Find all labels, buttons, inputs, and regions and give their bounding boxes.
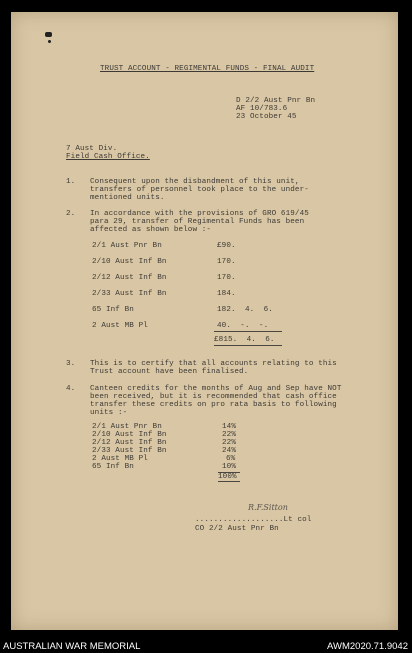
credits-rule-bottom <box>218 481 240 482</box>
credit-pct: 6% <box>226 455 236 463</box>
para-4-line: Canteen credits for the months of Aug and Sep have NOT <box>90 385 342 393</box>
credit-unit: 2 Aust MB Pl <box>92 455 148 463</box>
transfer-unit: 2/10 Aust Inf Bn <box>92 258 167 266</box>
address-line-2: Field Cash Office. <box>66 153 150 161</box>
para-3-line: Trust account have been finalised. <box>90 368 249 376</box>
credits-total: 100% <box>218 473 237 481</box>
credit-pct: 10% <box>222 463 236 471</box>
total-rule-bottom <box>214 345 282 346</box>
credit-unit: 65 Inf Bn <box>92 463 134 471</box>
para-3-number: 3. <box>66 360 76 368</box>
transfer-amount: 182. 4. 6. <box>217 306 273 314</box>
para-1-line: Consequent upon the disbandment of this unit, <box>90 178 300 186</box>
footer-accession-number: AWM2020.71.9042 <box>327 641 408 652</box>
credit-unit: 2/33 Aust Inf Bn <box>92 447 167 455</box>
ref-date: 23 October 45 <box>236 113 297 121</box>
para-4-line: been received, but it is recommended that cash office <box>90 393 337 401</box>
para-3-line: This is to certify that all accounts relating to this <box>90 360 337 368</box>
para-1-line: transfers of personnel took place to the under- <box>90 186 309 194</box>
credit-unit: 2/10 Aust Inf Bn <box>92 431 167 439</box>
para-2-line: In accordance with the provisions of GRO 619/45 <box>90 210 309 218</box>
transfer-unit: 2 Aust MB Pl <box>92 322 148 330</box>
credit-unit: 2/1 Aust Pnr Bn <box>92 423 162 431</box>
credit-pct: 14% <box>222 423 236 431</box>
signature: R.F.Sitton <box>248 503 288 512</box>
transfer-unit: 2/12 Aust Inf Bn <box>92 274 167 282</box>
footer-credit: AUSTRALIAN WAR MEMORIAL <box>3 641 141 652</box>
transfer-amount: 40. -. -. <box>217 322 269 330</box>
transfer-amount: 170. <box>217 258 236 266</box>
para-4-line: transfer these credits on pro rata basis to following <box>90 401 337 409</box>
para-1-line: mentioned units. <box>90 194 165 202</box>
credit-unit: 2/12 Aust Inf Bn <box>92 439 167 447</box>
transfer-amount: 170. <box>217 274 236 282</box>
transfer-amount: £90. <box>217 242 236 250</box>
signatory-unit: CO 2/2 Aust Pnr Bn <box>195 525 279 533</box>
ref-file: AF 10/783.6 <box>236 105 288 113</box>
document-page <box>11 12 398 630</box>
transfer-amount: 184. <box>217 290 236 298</box>
para-2-number: 2. <box>66 210 76 218</box>
para-4-number: 4. <box>66 385 76 393</box>
ink-mark <box>45 32 52 37</box>
signatory-rank: ...................Lt col <box>195 516 312 524</box>
para-2-line: para 29, transfer of Regimental Funds has been <box>90 218 305 226</box>
transfer-unit: 2/1 Aust Pnr Bn <box>92 242 162 250</box>
para-4-line: units :- <box>90 409 128 417</box>
para-2-line: affected as shown below :- <box>90 226 212 234</box>
ref-unit: D 2/2 Aust Pnr Bn <box>236 97 316 105</box>
ink-mark-small <box>48 40 51 43</box>
total-rule <box>214 331 282 332</box>
document-title: TRUST ACCOUNT - REGIMENTAL FUNDS - FINAL AUDIT <box>100 65 315 73</box>
credit-pct: 22% <box>222 439 236 447</box>
credit-pct: 22% <box>222 431 236 439</box>
transfer-unit: 65 Inf Bn <box>92 306 134 314</box>
transfer-total: £815. 4. 6. <box>214 336 275 344</box>
para-1-number: 1. <box>66 178 76 186</box>
address-line-1: 7 Aust Div. <box>66 145 118 153</box>
credit-pct: 24% <box>222 447 236 455</box>
transfer-unit: 2/33 Aust Inf Bn <box>92 290 167 298</box>
